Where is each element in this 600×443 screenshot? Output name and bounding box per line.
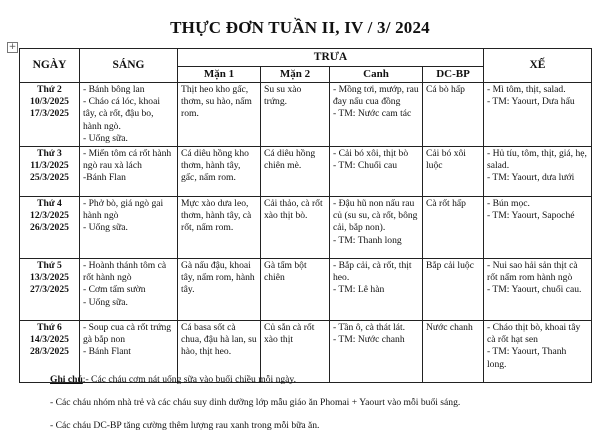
note-line-3: - Các cháu DC-BP tăng cường thêm lượng rau xanh trong mỗi bữa ăn. [50,420,320,431]
canh-cell: - Tần ô, cà thát lát. - TM: Nước chanh [330,321,423,383]
note-line-1 [50,374,595,386]
header-dcbp: DC-BP [423,67,484,83]
canh-cell: - Mồng tơi, mướp, rau đay nấu cua đồng - TM: Nước cam tác [330,83,423,147]
header-man1: Mặn 1 [178,67,261,83]
man2-cell: Gà tẩm bột chiên [261,259,330,321]
dcbp-cell: Cà rốt hấp [423,197,484,259]
header-sang: SÁNG [80,49,178,83]
sang-cell: - Hoành thánh tôm cà rốt hành ngò - Cơm tấm sườn - Uống sữa. [80,259,178,321]
day-cell: Thứ 4 12/3/2025 26/3/2025 [20,197,80,259]
man1-cell: Cá diêu hồng kho thơm, hành tây, gấc, nấm rom. [178,147,261,197]
man1-cell: Gà nấu đậu, khoai tây, nấm rom, hành tây. [178,259,261,321]
xe-cell: - Bún mọc. - TM: Yaourt, Sapoché [484,197,592,259]
header-ngay: NGÀY [20,49,80,83]
man1-cell: Mực xào dưa leo, thơm, hành tây, cà rốt, nấm rom. [178,197,261,259]
day-cell: Thứ 3 11/3/2025 25/3/2025 [20,147,80,197]
xe-cell: - Mì tôm, thịt, salad. - TM: Yaourt, Dưa hấu [484,83,592,147]
note-text-1: :- Các cháu cơm nát uống sữa vào buổi chiều mỗi ngày. [82,374,296,385]
man2-cell: Cá diêu hồng chiên mè. [261,147,330,197]
day-cell: Thứ 5 13/3/2025 27/3/2025 [20,259,80,321]
dcbp-cell: Cá bò hấp [423,83,484,147]
table-row [20,197,592,259]
xe-cell: - Hủ tíu, tôm, thịt, giá, hẹ, salad. - TM: Yaourt, dưa lưới [484,147,592,197]
sang-cell: - Bánh bông lan - Cháo cá lóc, khoai tây, cà rốt, đậu bo, hành ngò. - Uống sữa. [80,83,178,147]
header-canh: Canh [330,67,423,83]
day-cell: Thứ 2 10/3/2025 17/3/2025 [20,83,80,147]
canh-cell: - Bắp cải, cà rốt, thịt heo. - TM: Lê hàn [330,259,423,321]
notes [50,374,595,443]
header-trua: TRƯA [178,49,484,67]
man2-cell: Su su xào trứng. [261,83,330,147]
note-line-2: - Các cháu nhóm nhà trẻ và các cháu suy dinh dưỡng lớp mẫu giáo ăn Phomai + Yaourt vào mỗi buổi sáng. [50,397,461,408]
table-move-handle-icon[interactable]: + [8,42,17,52]
table-row [20,83,592,147]
page-title: THỰC ĐƠN TUẦN II, IV / 3/ 2024 [170,18,430,37]
dcbp-cell: Cải bó xôi luộc [423,147,484,197]
header-xe: XẾ [484,49,592,83]
man1-cell: Cá basa sốt cà chua, đậu hà lan, su hào, thịt heo. [178,321,261,383]
xe-cell: - Nui sao hải sản thịt cà rốt nấm rom hành ngò - TM: Yaourt, chuối cau. [484,259,592,321]
day-cell: Thứ 6 14/3/2025 28/3/2025 [20,321,80,383]
table-row [20,147,592,197]
header-man2: Mặn 2 [261,67,330,83]
sang-cell: - Soup cua cà rốt trứng gà bắp non - Bánh Flant [80,321,178,383]
dcbp-cell: Nước chanh [423,321,484,383]
dcbp-cell: Bắp cải luộc [423,259,484,321]
canh-cell: - Đậu hũ non nấu rau củ (su su, cà rốt, bông cải, bắp non). - TM: Thanh long [330,197,423,259]
xe-cell: - Cháo thịt bò, khoai tây cà rốt hạt sen - TM: Yaourt, Thanh long. [484,321,592,383]
sang-cell: - Phở bò, giá ngò gai hành ngò - Uống sữa. [80,197,178,259]
sang-cell: - Miến tôm cá rốt hành ngò rau xà lách -Bánh Flan [80,147,178,197]
canh-cell: - Cải bó xôi, thịt bò - TM: Chuối cau [330,147,423,197]
notes-label: Ghi chú [50,374,83,385]
table-row [20,259,592,321]
man1-cell: Thịt heo kho gấc, thơm, su hào, nấm rom. [178,83,261,147]
man2-cell: Củ sắn cà rốt xào thịt [261,321,330,383]
menu-table [19,48,592,383]
man2-cell: Cải thảo, cà rốt xào thịt bò. [261,197,330,259]
